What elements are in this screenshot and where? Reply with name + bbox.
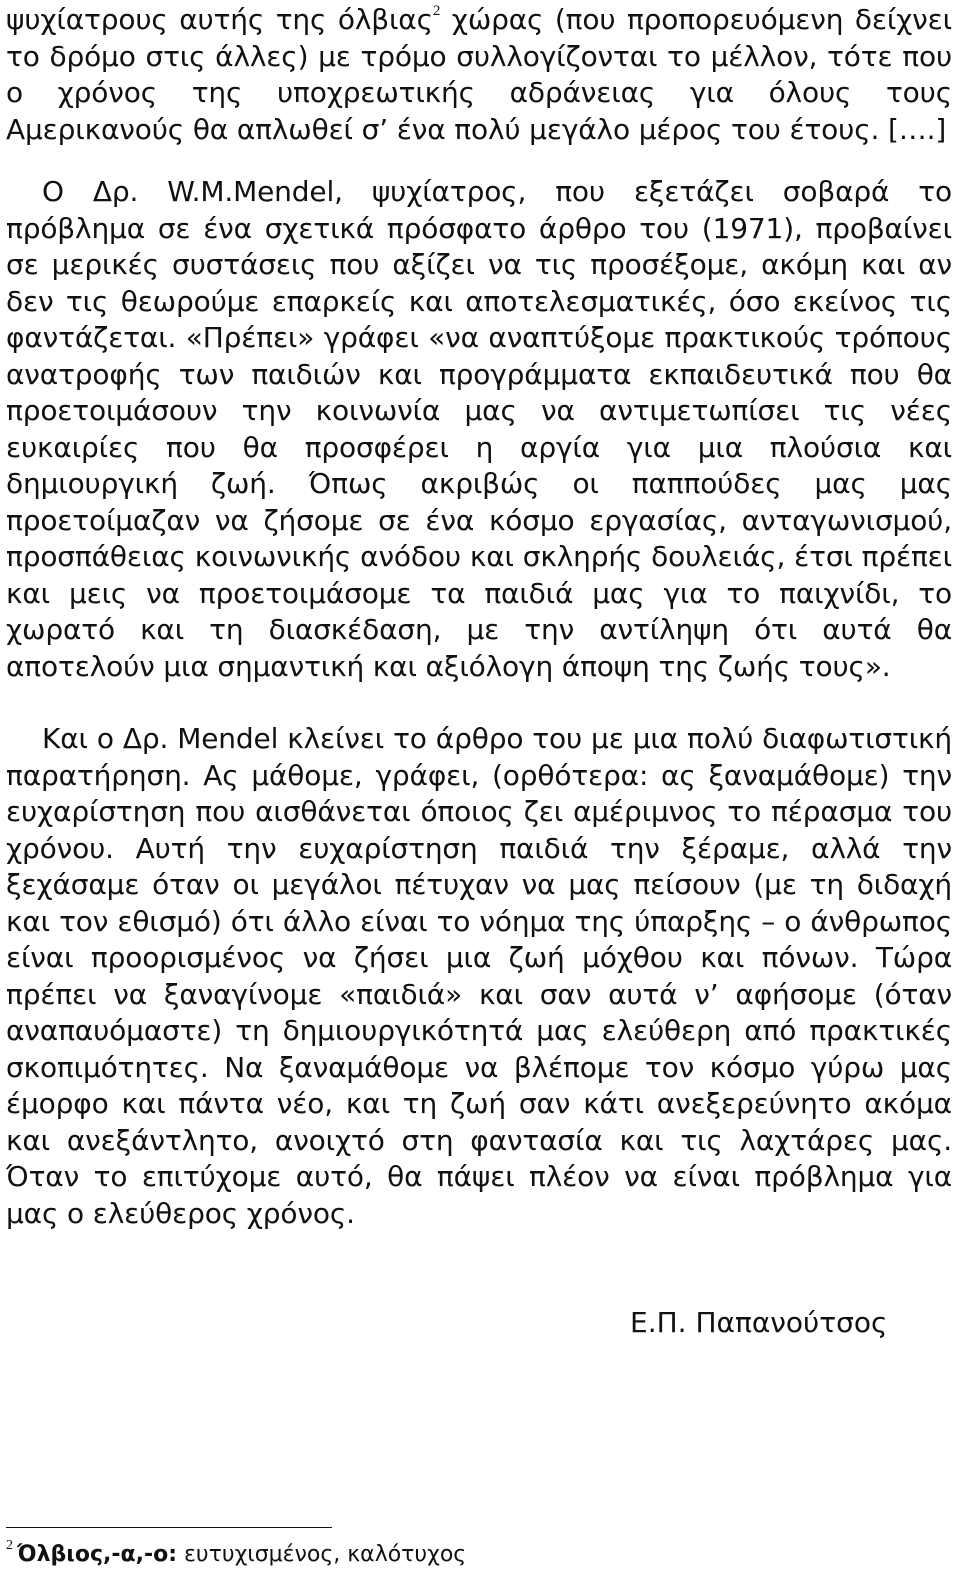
paragraph-1-text: ψυχίατρους αυτής της όλβιας bbox=[6, 3, 433, 36]
footnote-separator bbox=[6, 1527, 332, 1528]
footnote bbox=[6, 1538, 466, 1572]
document-page bbox=[6, 0, 952, 1232]
paragraph-3: Και ο Δρ. Mendel κλείνει το άρθρο του με μια πολύ διαφωτιστική παρατήρηση. Ας μάθομε, γράφει, (ορθότερα: ας ξαναμάθομε) την ευχαρίστηση που αισθάνεται όποιος ζει αμέριμνος το πέρασμα του χρόνου. Αυτή την ευχαρίστηση παιδιά την ξέραμε, αλλά την ξεχάσαμε όταν οι μεγάλοι πέτυχαν να μας πείσουν (με τη διδαχή και τον εθισμό) ότι άλλο είναι το νόημα της ύπαρξης – ο άνθρωπος είναι προορισμένος να ζήσει μια ζωή μόχθου και πόνων. Τώρα πρέπει να ξαναγίνομε «παιδιά» και σαν αυτά ν’ αφήσομε (όταν αναπαυόμαστε) τη δημιουργικότητά μας ελεύθερη από πρακτικές σκοπιμότητες. Να ξαναμάθομε να βλέπομε τον κόσμο γύρω μας έμορφο και πάντα νέο, και τη ζωή σαν κάτι ανεξερεύνητο ακόμα και ανεξάντλητο, ανοιχτό στη φαντασία και τις λαχτάρες μας. Όταν το επιτύχομε αυτό, θα πάψει πλέον να είναι πρόβλημα για μας ο ελεύθερος χρόνος. bbox=[6, 722, 952, 1230]
author-signature: Ε.Π. Παπανούτσος bbox=[630, 1306, 888, 1339]
footnote-reference[interactable]: 2 bbox=[432, 3, 441, 19]
paragraph-1-text-continued: χώρας (που προπορευόμενη δείχνει το δρόμο στις άλλες) με τρόμο συλλογίζονται το μέλλον, τότε που ο χρόνος της υποχρεωτικής αδράνειας για όλους τους Αμερικανούς θα απλωθεί σ’ ένα πολύ μεγάλο μέρος του έτους. [….] bbox=[6, 3, 952, 146]
footnote-mark: 2 bbox=[6, 1538, 13, 1553]
footnote-term: Όλβιος,-α,-ο: bbox=[17, 1542, 177, 1567]
paragraph-2: Ο Δρ. W.M.Mendel, ψυχίατρος, που εξετάζει σοβαρά το πρόβλημα σε ένα σχετικά πρόσφατο άρθρο του (1971), προβαίνει σε μερικές συστάσεις που αξίζει να τις προσέξομε, ακόμη και αν δεν τις θεωρούμε επαρκείς και αποτελεσματικές, όσο εκείνος τις φαντάζεται. «Πρέπει» γράφει «να αναπτύξομε πρακτικούς τρόπους ανατροφής των παιδιών και προγράμματα εκπαιδευτικά που θα προετοιμάσουν την κοινωνία μας να αντιμετωπίσει τις νέες ευκαιρίες που θα προσφέρει η αργία για μια πλούσια και δημιουργική ζωή. Όπως ακριβώς οι παππούδες μας μας προετοίμαζαν να ζήσομε σε ένα κόσμο εργασίας, ανταγωνισμού, προσπάθειας κοινωνικής ανόδου και σκληρής δουλειάς, έτσι πρέπει και μεις να προετοιμάσομε τα παιδιά μας για το παιχνίδι, το χωρατό και τη διασκέδαση, με την αντίληψη ότι αυτά θα αποτελούν μια σημαντική και αξιόλογη άποψη της ζωής τους». bbox=[6, 175, 952, 683]
paragraph-1 bbox=[6, 2, 952, 148]
footnote-definition: ευτυχισμένος, καλότυχος bbox=[177, 1542, 467, 1567]
